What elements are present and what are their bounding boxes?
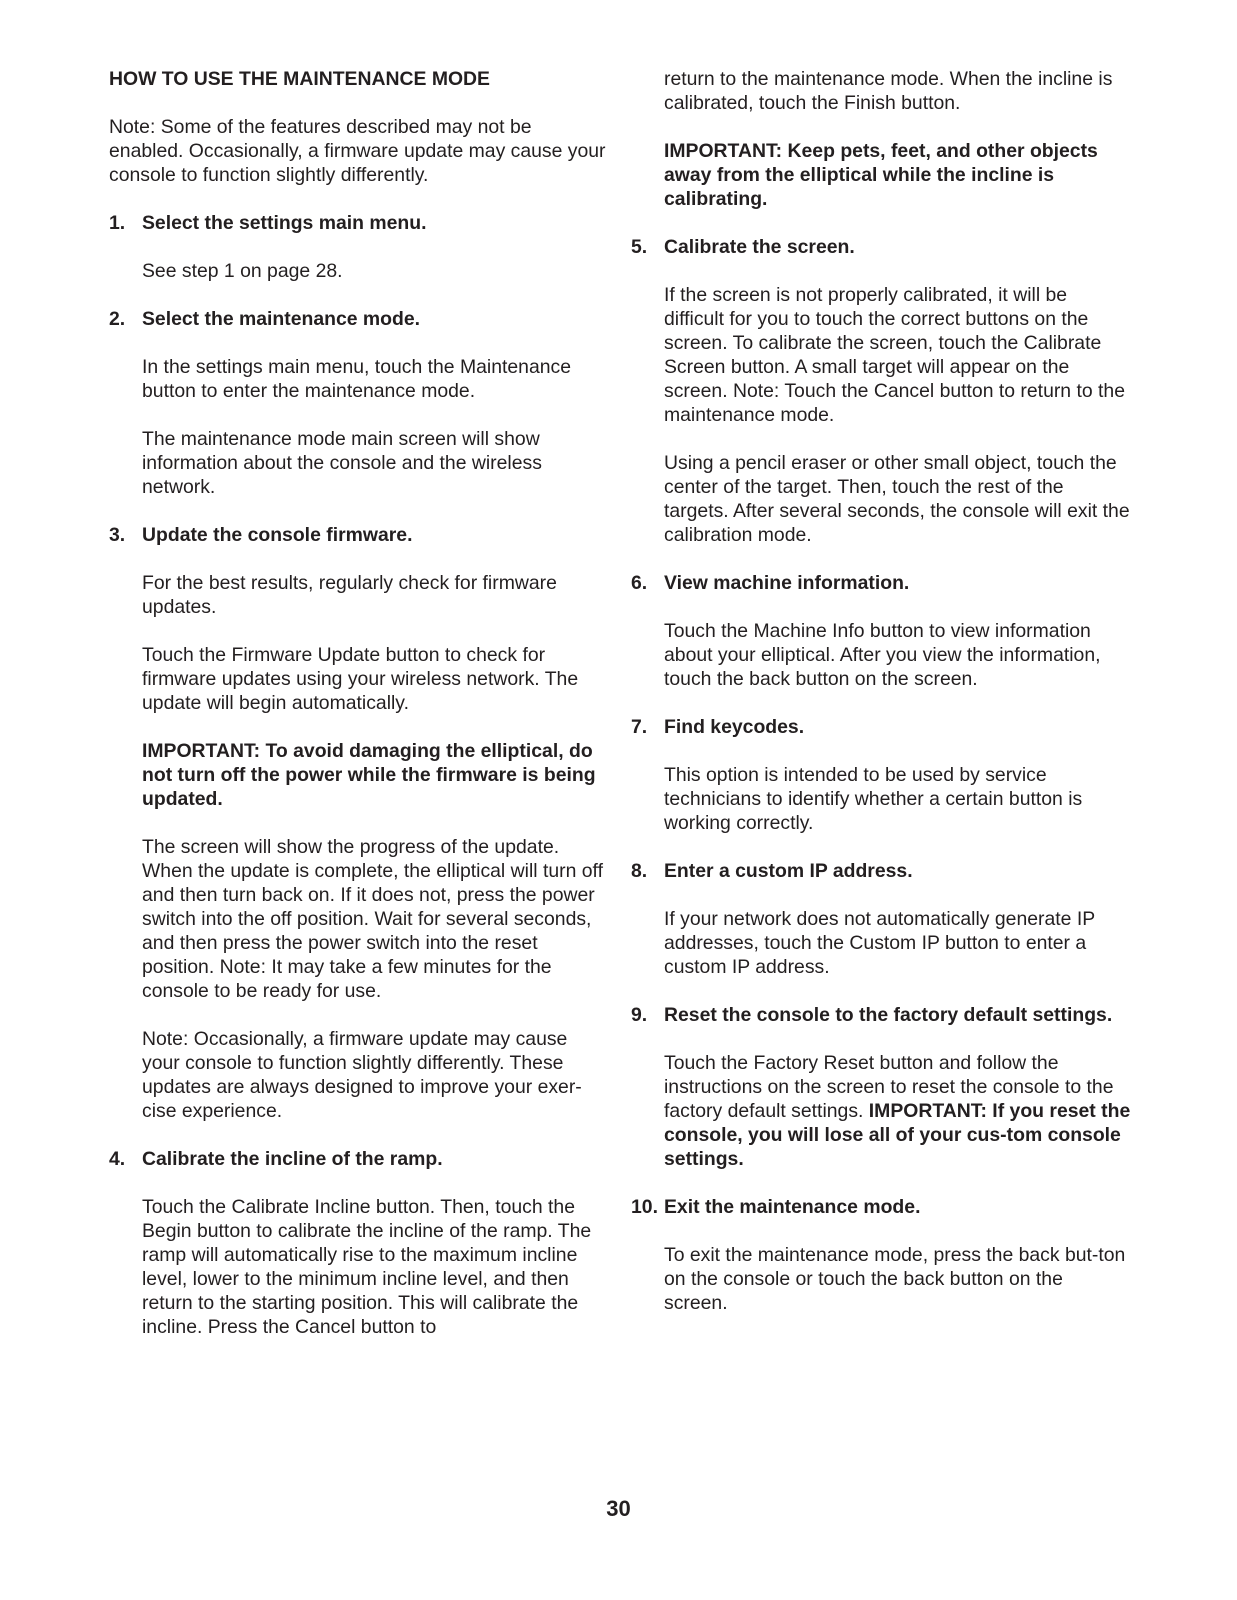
step-paragraph: In the settings main menu, touch the Maintenance button to enter the maintenance mode.	[142, 356, 572, 402]
step-paragraph	[664, 1051, 1131, 1171]
right-column	[631, 67, 1131, 1315]
step-number: 2.	[109, 308, 126, 330]
intro-note: Note: Some of the features described may not be enabled. Occasionally, a firmware update may cause your console to function slightly differently.	[109, 116, 606, 186]
important-warning: IMPORTANT: To avoid damaging the elliptical, do not turn off the power while the firmware is being updated.	[142, 740, 596, 810]
step-number: 9.	[631, 1004, 648, 1026]
section-heading: HOW TO USE THE MAINTENANCE MODE	[109, 68, 490, 90]
step-paragraph: Using a pencil eraser or other small object, touch the center of the target. Then, touch the rest of the targets. After several seconds, the console will exit the calibration mode.	[664, 452, 1130, 546]
step-4-continued	[631, 67, 1131, 211]
step-title: Select the maintenance mode.	[142, 308, 421, 330]
step-paragraph: Note: Occasionally, a firmware update may cause your console to function slightly differently. These updates are always designed to improve your exer-cise experience.	[142, 1028, 582, 1122]
step-paragraph: For the best results, regularly check for firmware updates.	[142, 572, 557, 618]
step-number: 1.	[109, 212, 126, 234]
step-9	[631, 1003, 1131, 1171]
step-number: 3.	[109, 524, 126, 546]
step-10	[631, 1195, 1131, 1315]
step-6	[631, 571, 1131, 691]
step-title: Update the console firmware.	[142, 524, 413, 546]
step-number: 5.	[631, 236, 648, 258]
step-title: Calibrate the incline of the ramp.	[142, 1148, 443, 1170]
step-3	[109, 523, 606, 1123]
step-number: 8.	[631, 860, 648, 882]
step-paragraph-text: Touch the Factory Reset button and follow the instructions on the screen to reset the console to the factory default settings.	[664, 1052, 1114, 1122]
step-7	[631, 715, 1131, 835]
important-warning: IMPORTANT: If you reset the console, you will lose all of your cus-tom console settings.	[664, 1100, 1131, 1170]
step-paragraph: The screen will show the progress of the update. When the update is complete, the elliptical will turn off and then turn back on. If it does not, press the power switch into the off position. Wait for several seconds, and then press the power switch into the reset position. Note: It may take a few minutes for the console to be ready for use.	[142, 836, 603, 1002]
step-number: 7.	[631, 716, 648, 738]
step-8	[631, 859, 1131, 979]
step-paragraph: Touch the Firmware Update button to check for firmware updates using your wireless network. The update will begin automatically.	[142, 644, 579, 714]
step-title: View machine information.	[664, 572, 910, 594]
step-title: Enter a custom IP address.	[664, 860, 913, 882]
step-paragraph: If the screen is not properly calibrated, it will be difficult for you to touch the correct buttons on the screen. To calibrate the screen, touch the Calibrate Screen button. A small target will appear on the screen. Note: Touch the Cancel button to return to the maintenance mode.	[664, 284, 1125, 426]
step-1	[109, 211, 606, 283]
important-warning: IMPORTANT: Keep pets, feet, and other objects away from the elliptical while the incline is calibrating.	[664, 140, 1098, 210]
step-title: Calibrate the screen.	[664, 236, 855, 258]
step-number: 6.	[631, 572, 648, 594]
step-paragraph: return to the maintenance mode. When the incline is calibrated, touch the Finish button.	[664, 68, 1113, 114]
step-paragraph: Touch the Machine Info button to view information about your elliptical. After you view the information, touch the back button on the screen.	[664, 620, 1101, 690]
step-title: Find keycodes.	[664, 716, 805, 738]
step-4	[109, 1147, 606, 1339]
step-title: Exit the maintenance mode.	[664, 1196, 921, 1218]
page-number: 30	[606, 1496, 631, 1521]
step-paragraph: See step 1 on page 28.	[142, 260, 343, 282]
step-paragraph: If your network does not automatically generate IP addresses, touch the Custom IP button to enter a custom IP address.	[664, 908, 1095, 978]
step-paragraph: The maintenance mode main screen will show information about the console and the wireless network.	[142, 428, 542, 498]
step-5	[631, 235, 1131, 547]
step-paragraph: Touch the Calibrate Incline button. Then, touch the Begin button to calibrate the incline of the ramp. The ramp will automatically rise to the maximum incline level, lower to the minimum incline level, and then return to the starting position. This will calibrate the incline. Press the Cancel button to	[142, 1196, 592, 1338]
step-paragraph: To exit the maintenance mode, press the back but-ton on the console or touch the back button on the screen.	[664, 1244, 1126, 1314]
left-column	[109, 67, 606, 1339]
step-2	[109, 307, 606, 499]
step-number: 10.	[631, 1196, 658, 1218]
step-number: 4.	[109, 1148, 126, 1170]
step-title: Reset the console to the factory default settings.	[664, 1004, 1113, 1026]
step-paragraph: This option is intended to be used by service technicians to identify whether a certain button is working correctly.	[664, 764, 1083, 834]
step-title: Select the settings main menu.	[142, 212, 427, 234]
